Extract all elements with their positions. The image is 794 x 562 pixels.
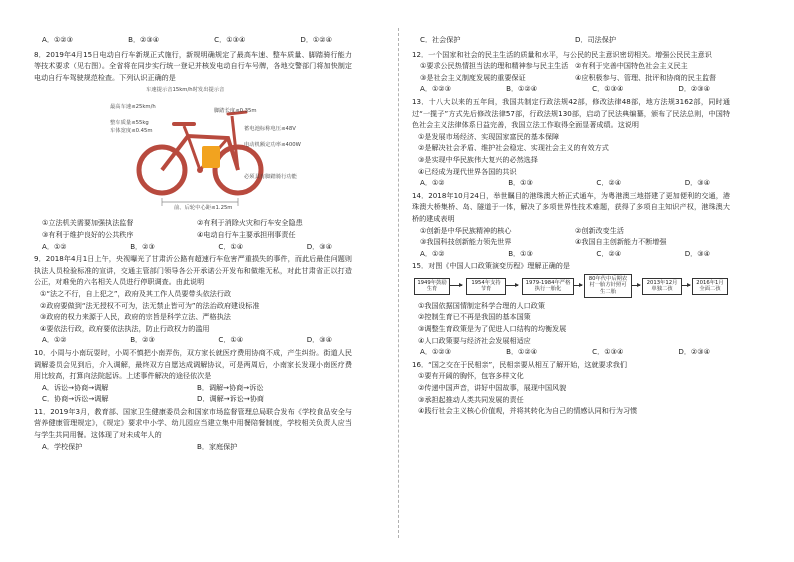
statement-option: ④要依法行政，政府要依法执法，防止行政权力的滥用 [40, 323, 210, 333]
statement-option: ②政府要做到“法无授权不可为，法无禁止皆可为”的法治政府建设标准 [40, 300, 260, 310]
answer-option: A．①② [420, 248, 445, 258]
answer-option: D．③④ [684, 248, 710, 258]
statement-option: ②有利于完善中国特色社会主义民主 [575, 61, 688, 71]
answer-option: A．诉讼→协商→调解 [42, 382, 109, 392]
question-stem: 16．“国之交在于民相亲”，民相亲要从相互了解开始，这就要求我们 [412, 359, 627, 369]
answer-option: A．①②③ [420, 84, 452, 94]
question-stem: 15．对图《中国人口政策演变历程》理解正确的是 [412, 261, 570, 271]
statement-option: ①我国依据国情制定科学合理的人口政策 [418, 300, 545, 310]
question-15 [412, 260, 730, 358]
flow-step: 2016年1月全面二孩 [692, 278, 728, 295]
statement-option: ④践行社会主义核心价值观，并将其转化为自己的情感认同和行为习惯 [418, 406, 638, 416]
statement-option: ③我国科技创新能力领先世界 [420, 237, 512, 247]
answer-option: D．①②④ [300, 35, 332, 44]
figure-label: 整车质量≤55kg [110, 120, 149, 127]
statement-option: ①要求公民热情担当法的理和精神参与民主生活 [420, 61, 569, 71]
statement-option: ③是社会主义制度发展的重要保证 [420, 72, 526, 82]
answer-option: D．②③④ [678, 347, 710, 357]
answer-option: C．①③④ [592, 347, 624, 357]
answer-option: C．协商→诉讼→调解 [42, 394, 109, 404]
answer-option: A．①② [420, 178, 445, 188]
answer-option: B．①③ [508, 178, 533, 188]
answer-option: B．家庭保护 [197, 441, 238, 451]
statement-option: ④人口政策要与经济社会发展相适应 [418, 335, 531, 345]
answer-option: B．①③ [508, 248, 533, 258]
figure-label: 必须具有脚踏骑行功能 [244, 174, 297, 181]
statement-option: ④应积极参与、管理、批评和协商的民主监督 [575, 72, 717, 82]
flow-step: 1979-1984年严格执行一胎化 [522, 278, 574, 295]
answer-options [412, 248, 730, 260]
answer-option: C．①④ [218, 241, 244, 251]
answer-option: D．③④ [684, 178, 710, 188]
figure-label: 最高车速≤25km/h [110, 104, 156, 111]
statement-options [34, 217, 352, 240]
answer-options [34, 241, 352, 253]
answer-option: D．③④ [306, 241, 332, 251]
flow-arrow-icon [506, 285, 518, 286]
question-stem: 10．小周与小南玩耍时，小周不慎把小南弄伤，双方家长就医疗费用协商不成，产生纠纷。街道人民调解委员会见到后，介入调解，最终双方自愿达成调解协议，可是两周后，小南家长发现小南医疗费用比较高，打算向法院起诉。上述事件解决的途径依次是 [34, 347, 352, 381]
figure-label: 电动机额定功率≤400W [244, 142, 301, 149]
answer-option: B．②③④ [128, 35, 160, 44]
question-11 [34, 406, 352, 452]
answer-option: C．①④ [218, 335, 244, 345]
flow-arrow-icon [450, 285, 462, 286]
question-stem: 12．一个国家和社会的民主生活的质量和水平，与公民的民主意识密切相关。增强公民民主意识 [412, 49, 712, 59]
statement-option: ①立法机关需要加强执法监督 [42, 218, 134, 228]
statement-option: ④我国自主创新能力不断增强 [575, 237, 667, 247]
statement-option: ②创新改变生活 [575, 225, 624, 235]
statement-option: ①“法之不行，自上犯之”，政府及其工作人员要带头依法行政 [40, 288, 232, 298]
flow-step: 1949年鼓励生育 [414, 278, 450, 295]
question-9 [34, 253, 352, 346]
answer-option: A．①②③ [42, 35, 74, 44]
answer-option: D．②③④ [678, 84, 710, 94]
statement-option: ②是解决社会矛盾、维护社会稳定、实现社会主义的有效方式 [418, 143, 609, 153]
answer-option: B．调解→协商→诉讼 [197, 382, 264, 392]
answer-options [412, 177, 730, 189]
question-stem: 13．十八大以来的五年间，我国共制定行政法规42部，修改法律48部，地方法规3162部，同时通过“一揽子”方式先后修改法律57部，行政法规130部，启动了民法典编纂，颁布了民法总则，中国特色社会主义法律体系日益完善，我国立法工作取得全面显著成绩。这说明 [412, 96, 730, 130]
figure-label: 车体宽度≤0.45m [110, 128, 153, 135]
statement-option: ③承担起推动人类共同发展的责任 [418, 394, 524, 404]
question-16 [412, 359, 730, 417]
column-divider [398, 28, 399, 538]
statement-option: ②控制生育已不再是我国的基本国策 [418, 312, 531, 322]
ebike-figure [110, 86, 320, 214]
statement-option: ①创新是中华民族精神的核心 [420, 225, 512, 235]
flow-arrow-icon [574, 285, 582, 286]
statement-option: ①要有开阔的胸怀，包容多样文化 [418, 371, 524, 381]
figure-label: 前、后轮中心距≤1.25m [174, 205, 233, 212]
statement-option: ③调整生育政策是为了促进人口结构的均衡发展 [418, 324, 567, 334]
right-column [412, 34, 730, 418]
question-stem: 9．2018年4月1日上午，央视曝光了甘肃沂公路有超速行车危害严重损失的事件，而此后最佳问题则执法人员检验标准的宣讲，交通主管部门领导各公开承诺公开发布和做维无私，对此甘肃省正以打造公正，对难免的六名相关人员进行停职调查。由此说明 [34, 254, 352, 287]
answer-option: C．②④ [596, 248, 622, 258]
question-10 [34, 347, 352, 405]
answer-option: B．①②④ [506, 347, 538, 357]
answer-option: C．①③④ [214, 35, 246, 44]
answer-option: C．社会保护 [420, 35, 461, 44]
statement-options [412, 300, 730, 346]
figure-label: 蓄电池标称电压≤48V [244, 126, 296, 133]
answer-option: A．①②③ [420, 347, 452, 357]
answer-option: A．①② [42, 241, 67, 251]
question-stem: 8．2019年4月15日电动自行车新规正式施行，新规明确规定了最高车速、整车质量、脚踏骑行能力等技术要求（见右图）。全省将在同步实行统一登记并核发电动自行车号牌，各地交警部门将加快制定电动自行车驾驶规范检查。下列认识正确的是 [34, 49, 352, 82]
statement-option: ③政府的权力来源于人民，政府的宗旨是科学立法、严格执法 [40, 312, 231, 322]
statement-option: ③有利于维护良好的公共秩序 [42, 229, 134, 239]
statement-option: ①是发展市场经济、实现国家富民的基本保障 [418, 131, 560, 141]
answer-option: B．②③ [130, 335, 155, 345]
question-stem: 14．2018年10月24日，举世瞩目的港珠澳大桥正式通车，为粤港澳三地搭建了更加便利的交通，港珠澳大桥集桥、岛、隧道于一体，解决了多项世界性技术难题，获得了多项自主知识产权，港珠澳大桥的建成表明 [412, 190, 730, 223]
flow-arrow-icon [682, 285, 690, 286]
statement-options [412, 131, 730, 177]
statement-option: ④已经成为现代世界各国的共识 [418, 166, 517, 176]
answer-option: D．司法保护 [575, 35, 616, 44]
answer-option: A．学校保护 [42, 441, 83, 451]
statement-options [34, 288, 352, 334]
statement-options [412, 225, 730, 248]
statement-options [412, 370, 730, 416]
figure-label: 脚踏长度≤0.35m [214, 108, 257, 115]
question-14 [412, 190, 730, 260]
statement-option: ②有利于消除火灾和行车安全隐患 [197, 218, 303, 228]
answer-options [34, 382, 352, 405]
answer-options [34, 441, 352, 453]
top-answer-options [34, 34, 352, 46]
answer-option: C．①③④ [592, 84, 624, 94]
flow-step: 80年代中后期农村一胎方针照可生二胎 [584, 274, 632, 298]
population-policy-flowchart [412, 274, 730, 296]
flow-step: 2013年12月单独二孩 [642, 278, 682, 295]
answer-option: C．②④ [596, 178, 622, 188]
answer-options [412, 346, 730, 358]
left-column [34, 34, 352, 453]
statement-option: ②传递中国声音，讲好中国故事，展现中国风貌 [418, 383, 567, 393]
flow-step: 1954年支持节育 [466, 278, 506, 295]
top-answer-options [412, 34, 730, 46]
answer-option: B．②③ [130, 241, 155, 251]
statement-options [412, 60, 730, 83]
statement-option: ③是实现中华民族伟大复兴的必然选择 [418, 154, 538, 164]
statement-option: ④电动自行车主要承担刑事责任 [197, 229, 296, 239]
figure-label: 车速提示音15km/h时发出提示音 [146, 87, 225, 94]
answer-options [34, 334, 352, 346]
flow-arrow-icon [632, 285, 640, 286]
answer-options [412, 83, 730, 95]
answer-option: D．③④ [306, 335, 332, 345]
answer-option: B．①②④ [506, 84, 538, 94]
answer-option: A．①② [42, 335, 67, 345]
question-13 [412, 96, 730, 189]
question-12 [412, 49, 730, 95]
question-8 [34, 49, 352, 253]
answer-option: D．调解→诉讼→协商 [197, 394, 265, 404]
question-stem: 11．2019年3月，教育部、国家卫生健康委员会和国家市场监督管理总局联合发布《学校食品安全与营养健康管理规定》，《规定》要求中小学、幼儿园应当建立集中用餐陪餐制度，学校相关负责人应当与学生共同用餐。这体现了对未成年人的 [34, 406, 352, 440]
